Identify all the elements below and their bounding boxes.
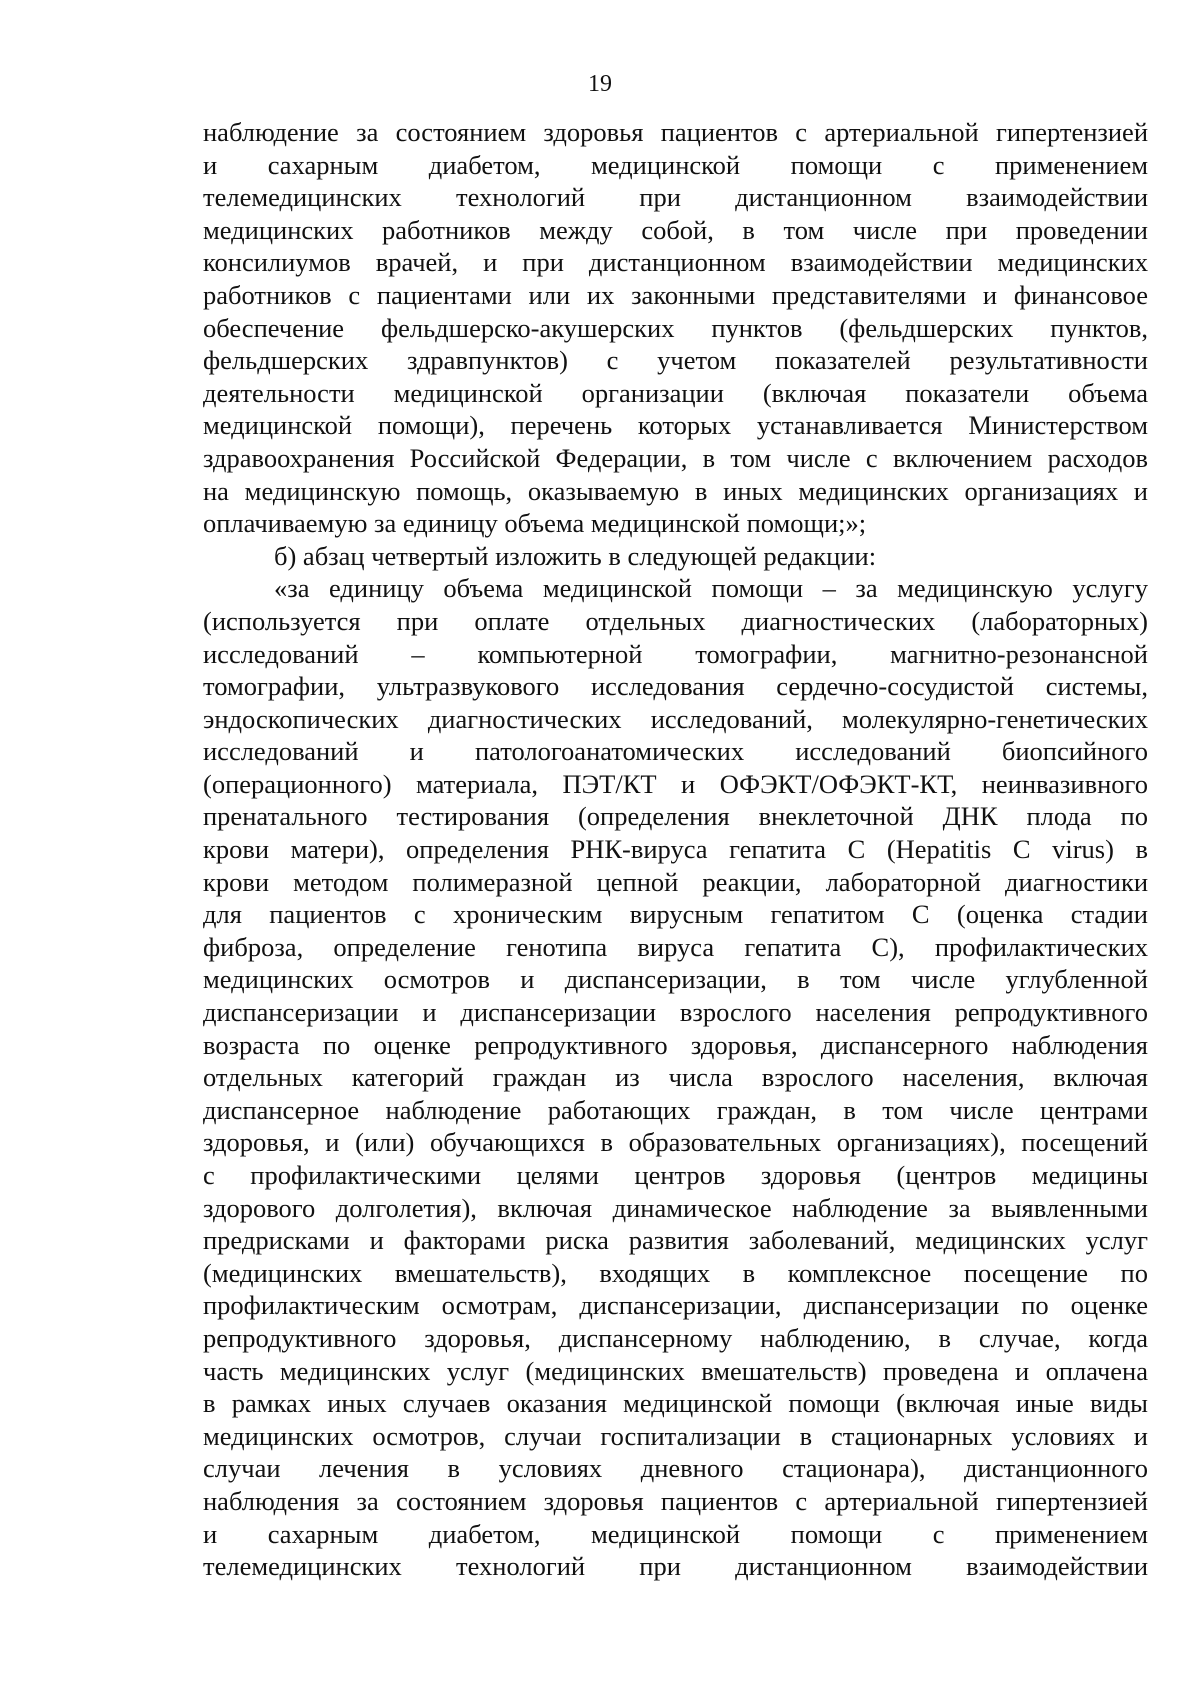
text-line: случаи лечения в условиях дневного стационара), дистанционного <box>203 1453 1148 1484</box>
text-line: медицинских осмотров и диспансеризации, в том числе углубленной <box>203 964 1148 995</box>
text-line: возраста по оценке репродуктивного здоровья, диспансерного наблюдения <box>203 1029 1148 1060</box>
text-line: часть медицинских услуг (медицинских вмешательств) проведена и оплачена <box>203 1355 1148 1386</box>
text-line: профилактическим осмотрам, диспансеризации, диспансеризации по оценке <box>203 1290 1148 1321</box>
text-line: на медицинскую помощь, оказываемую в иных медицинских организациях и <box>203 475 1148 506</box>
text-line: в рамках иных случаев оказания медицинской помощи (включая иные виды <box>203 1388 1148 1419</box>
text-line: наблюдения за состоянием здоровья пациентов с артериальной гипертензией <box>203 1485 1148 1516</box>
page-number: 19 <box>588 71 612 97</box>
text-line: томографии, ультразвукового исследования сердечно-сосудистой системы, <box>203 671 1148 702</box>
text-line: телемедицинских технологий при дистанционном взаимодействии <box>203 1551 1148 1582</box>
text-line: предрисками и факторами риска развития заболеваний, медицинских услуг <box>203 1225 1148 1256</box>
text-line: эндоскопических диагностических исследований, молекулярно-генетических <box>203 703 1148 734</box>
text-line: «за единицу объема медицинской помощи – за медицинскую услугу <box>274 573 1148 604</box>
text-line: наблюдение за состоянием здоровья пациентов с артериальной гипертензией <box>203 117 1148 147</box>
text-line: исследований – компьютерной томографии, магнитно-резонансной <box>203 638 1148 669</box>
text-line: (используется при оплате отдельных диагностических (лабораторных) <box>203 605 1148 636</box>
text-line: здоровья, и (или) обучающихся в образовательных организациях), посещений <box>203 1127 1148 1158</box>
text-line: с профилактическими целями центров здоровья (центров медицины <box>203 1160 1148 1190</box>
text-line: оплачиваемую за единицу объема медицинской помощи;»; <box>203 508 867 539</box>
text-line: (операционного) материала, ПЭТ/КТ и ОФЭКТ/ОФЭКТ-КТ, неинвазивного <box>203 768 1148 799</box>
document-body <box>203 116 1148 1583</box>
text-line: отдельных категорий граждан из числа взрослого населения, включая <box>203 1062 1148 1093</box>
text-line: крови матери), определения РНК-вируса гепатита С (Hepatitis C virus) в <box>203 834 1148 865</box>
text-line: здравоохранения Российской Федерации, в том числе с включением расходов <box>203 442 1148 473</box>
text-line: медицинской помощи), перечень которых устанавливается Министерством <box>203 410 1148 441</box>
text-line: и сахарным диабетом, медицинской помощи с применением <box>203 1518 1148 1549</box>
text-line: работников с пациентами или их законными представителями и финансовое <box>203 279 1148 310</box>
text-line: для пациентов с хроническим вирусным гепатитом С (оценка стадии <box>203 899 1148 930</box>
text-line: обеспечение фельдшерско-акушерских пунктов (фельдшерских пунктов, <box>203 312 1148 343</box>
text-line: репродуктивного здоровья, диспансерному наблюдению, в случае, когда <box>203 1322 1148 1353</box>
text-line: б) абзац четвертый изложить в следующей редакции: <box>274 540 877 571</box>
text-line: медицинских осмотров, случаи госпитализации в стационарных условиях и <box>203 1420 1148 1451</box>
text-line: фельдшерских здравпунктов) с учетом показателей результативности <box>203 345 1148 376</box>
text-line: диспансеризации и диспансеризации взрослого населения репродуктивного <box>203 997 1148 1028</box>
text-line: деятельности медицинской организации (включая показатели объема <box>203 377 1148 408</box>
text-line: здорового долголетия), включая динамическое наблюдение за выявленными <box>203 1192 1148 1223</box>
text-line: и сахарным диабетом, медицинской помощи с применением <box>203 149 1148 180</box>
text-line: пренатального тестирования (определения внеклеточной ДНК плода по <box>203 801 1148 832</box>
text-line: фиброза, определение генотипа вируса гепатита С), профилактических <box>203 931 1148 962</box>
text-line: исследований и патологоанатомических исследований биопсийного <box>203 736 1148 767</box>
text-line: диспансерное наблюдение работающих граждан, в том числе центрами <box>203 1094 1148 1125</box>
text-line: телемедицинских технологий при дистанционном взаимодействии <box>203 182 1148 213</box>
text-line: крови методом полимеразной цепной реакции, лабораторной диагностики <box>203 866 1148 897</box>
text-line: (медицинских вмешательств), входящих в комплексное посещение по <box>203 1257 1148 1288</box>
text-line: консилиумов врачей, и при дистанционном взаимодействии медицинских <box>203 247 1148 278</box>
text-line: медицинских работников между собой, в том числе при проведении <box>203 214 1148 245</box>
